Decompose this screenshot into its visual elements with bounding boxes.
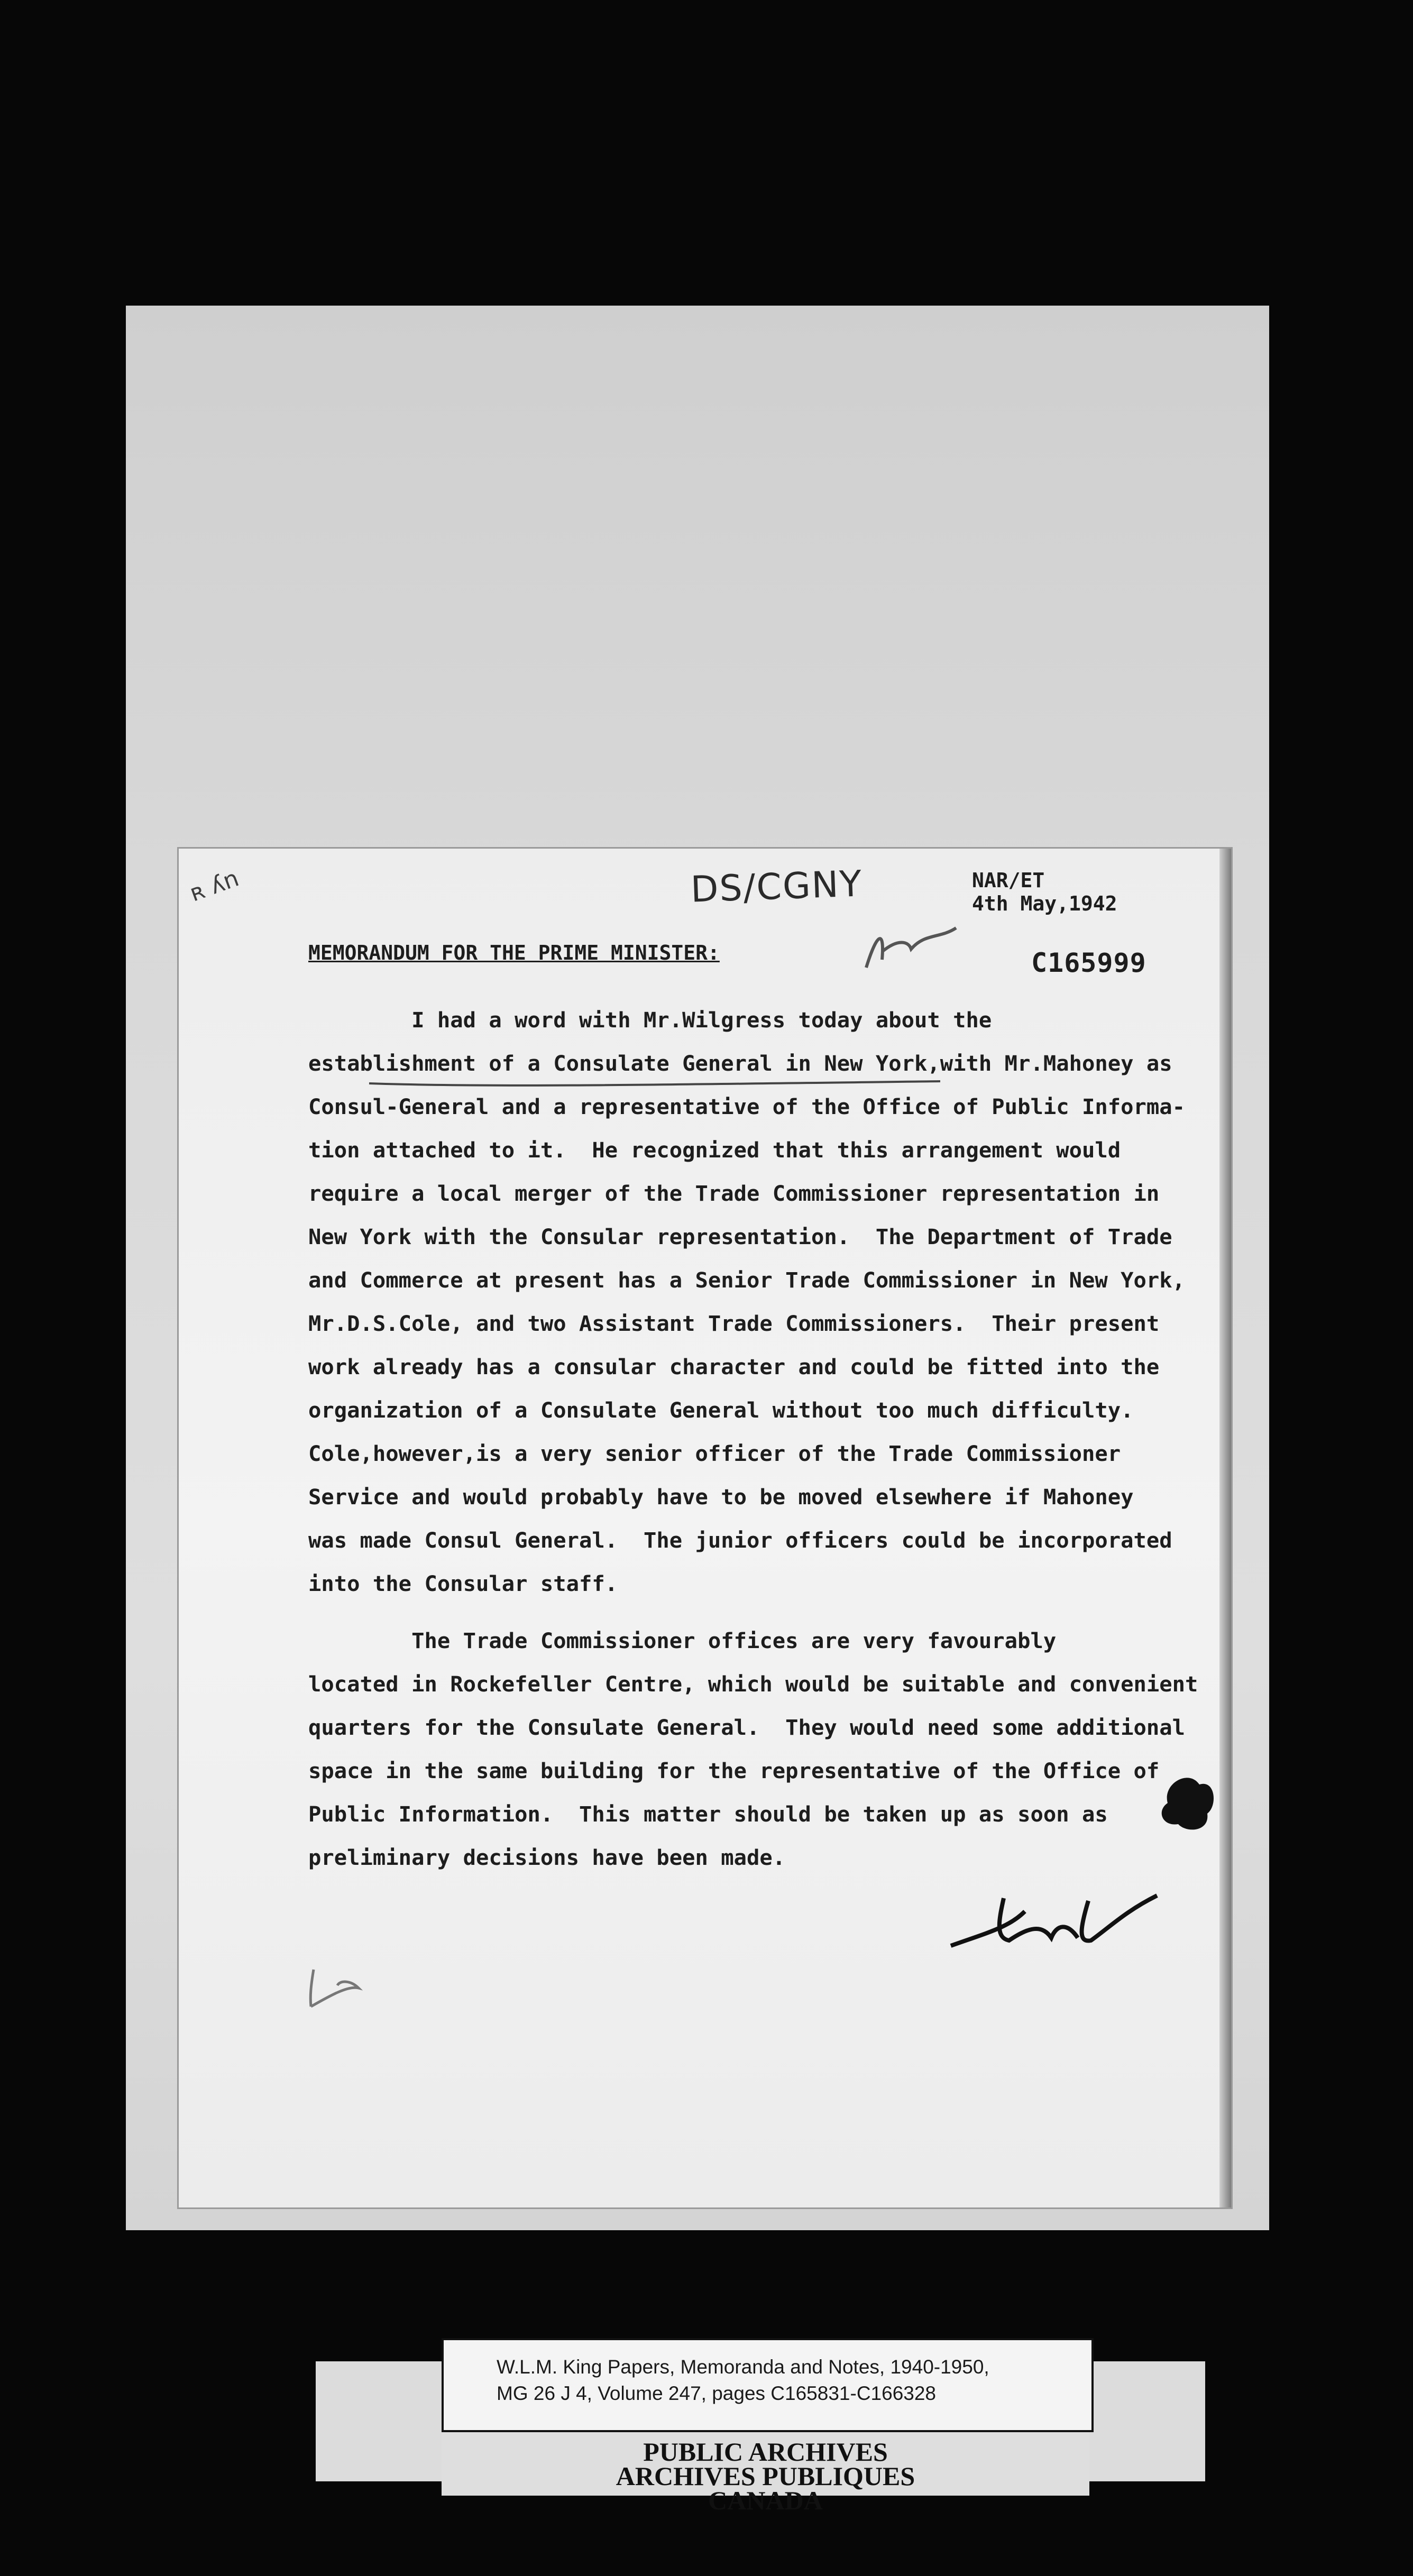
body-line: was made Consul General. The junior officers could be incorporated [308,1528,1172,1553]
body-line: I had a word with Mr.Wilgress today about the [308,1007,992,1033]
body-line: space in the same building for the representative of the Office of [308,1758,1160,1783]
handwritten-file-code: DS/CGNY [690,863,864,911]
caption-line: W.L.M. King Papers, Memoranda and Notes, 1940-1950, [497,2356,989,2378]
body-line: Service and would probably have to be moved elsewhere if Mahoney [308,1484,1134,1510]
body-line: establishment of a Consulate General in New York,with Mr.Mahoney as [308,1051,1172,1076]
body-line: Public Information. This matter should be taken up as soon as [308,1801,1108,1827]
handwritten-margin-mark: ʀ ʎn [186,864,243,907]
memorandum-page [179,849,1231,2207]
body-line: organization of a Consulate General without too much difficulty. [308,1397,1134,1423]
body-line: and Commerce at present has a Senior Trade Commissioner in New York, [308,1267,1186,1293]
body-line: New York with the Consular representation. The Department of Trade [308,1224,1172,1249]
document-number: C165999 [1031,947,1146,978]
archival-caption [442,2338,1094,2432]
memo-heading: MEMORANDUM FOR THE PRIME MINISTER: [308,941,720,964]
body-line: require a local merger of the Trade Commissioner representation in [308,1181,1160,1206]
handwriting-overlay [179,849,1231,2207]
reference-code: NAR/ET [972,869,1045,892]
memo-date: 4th May,1942 [972,892,1117,915]
archives-line: PUBLIC ARCHIVES [643,2437,888,2467]
body-line: quarters for the Consulate General. They would need some additional [308,1715,1186,1740]
body-line: located in Rockefeller Centre, which would be suitable and convenient [308,1671,1198,1697]
body-line: preliminary decisions have been made. [308,1845,786,1870]
archives-line: CANADA [708,2486,823,2515]
ink-blot [1162,1778,1214,1829]
handwritten-initials-scribble [866,928,956,968]
body-line: Mr.D.S.Cole, and two Assistant Trade Commissioners. Their present [308,1311,1160,1336]
body-line: Cole,however,is a very senior officer of the Trade Commissioner [308,1441,1121,1466]
archives-line: ARCHIVES PUBLIQUES [616,2461,915,2491]
body-line: The Trade Commissioner offices are very favourably [308,1628,1057,1653]
caption-line: MG 26 J 4, Volume 247, pages C165831-C166328 [497,2382,937,2404]
body-line: tion attached to it. He recognized that this arrangement would [308,1137,1121,1163]
handwritten-underline [369,1081,940,1085]
body-line: work already has a consular character and could be fitted into the [308,1354,1160,1379]
body-line: Consul-General and a representative of the Office of Public Informa- [308,1094,1186,1119]
archives-stamp [442,2432,1089,2515]
signature-initials [951,1896,1157,1946]
handwritten-checkmark [310,1970,359,2007]
body-line: into the Consular staff. [308,1571,618,1596]
